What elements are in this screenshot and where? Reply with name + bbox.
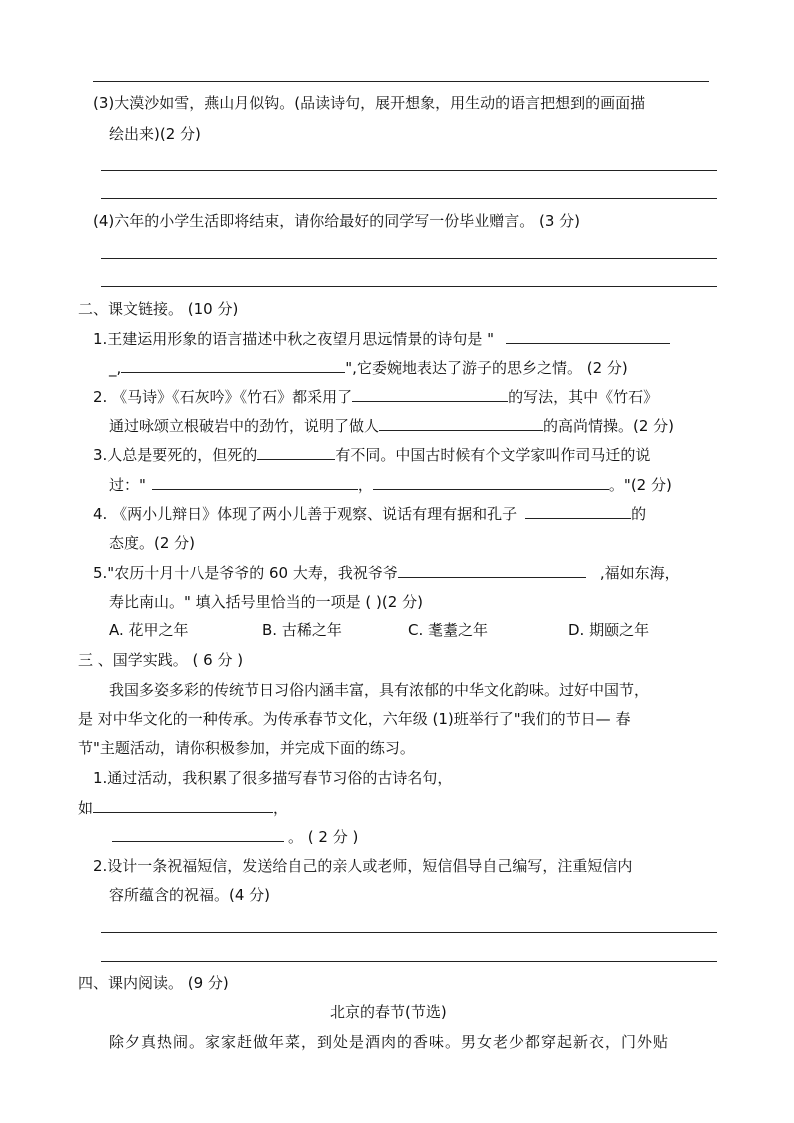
s2-item-3-line2 xyxy=(109,474,672,495)
answer-line[interactable] xyxy=(101,286,717,287)
s2-item-2-line1 xyxy=(93,386,658,407)
answer-line[interactable] xyxy=(101,258,717,259)
s2-item-1-text: ",它委婉地表达了游子的思乡之情。 (2 分) xyxy=(345,359,628,377)
section-4-header: 四、课内阅读。 (9 分) xyxy=(78,974,229,992)
s2-item-2-text: 2. 《马诗》《石灰吟》《竹石》都采用了 xyxy=(93,388,353,406)
s3-paragraph-line2: 是 对中华文化的一种传承。为传承春节文化，六年级 (1)班举行了"我们的节日— 春 xyxy=(78,710,631,728)
answer-line[interactable] xyxy=(101,198,717,199)
s2-item-1-line2 xyxy=(109,357,628,378)
s3-item-2-line1: 2.设计一条祝福短信，发送给自己的亲人或老师，短信倡导自己编写，注重短信内 xyxy=(93,857,633,875)
section-3-header: 三 、国学实践。 ( 6 分 ) xyxy=(78,651,244,669)
reading-body: 除夕真热闹。家家赶做年菜，到处是酒肉的香味。男女老少都穿起新衣，门外贴 xyxy=(109,1033,670,1051)
s3-item-1-text: 。 ( 2 分 ) xyxy=(288,828,359,846)
s3-item-1-line3 xyxy=(112,826,358,847)
fill-blank[interactable] xyxy=(398,562,586,578)
s2-item-3-line1 xyxy=(93,444,650,465)
s2-item-3-text: 有不同。中国古时候有个文学家叫作司马迁的说 xyxy=(335,446,651,464)
fill-blank[interactable] xyxy=(373,474,609,490)
option-c[interactable]: C. 耄耋之年 xyxy=(408,621,489,639)
answer-line[interactable] xyxy=(101,932,717,933)
fill-blank[interactable] xyxy=(525,503,631,519)
s3-item-1-text: 如 xyxy=(78,799,94,817)
s2-item-1-text: 1.王建运用形象的语言描述中秋之夜望月思远情景的诗句是 " xyxy=(93,330,494,348)
question-3-line1: (3)大漠沙如雪，燕山月似钩。(品读诗句，展开想象，用生动的语言把想到的画面描 xyxy=(93,94,646,112)
fill-blank[interactable] xyxy=(352,386,508,402)
fill-blank[interactable] xyxy=(93,797,273,813)
s3-item-1-line2 xyxy=(78,797,288,818)
fill-blank[interactable] xyxy=(506,328,670,344)
s2-item-3-text: 3.人总是要死的，但死的 xyxy=(93,446,258,464)
fill-blank[interactable] xyxy=(257,444,335,460)
s2-item-5-line2: 寿比南山。" 填入括号里恰当的一项是 ( )(2 分) xyxy=(109,593,423,611)
option-d[interactable]: D. 期颐之年 xyxy=(568,621,650,639)
fill-blank[interactable] xyxy=(112,826,284,842)
section-2-header: 二、课文链接。 (10 分) xyxy=(78,300,239,318)
answer-line xyxy=(93,81,709,82)
s2-item-5-text: ,福如东海， xyxy=(599,564,680,582)
question-4: (4)六年的小学生活即将结束，请你给最好的同学写一份毕业赠言。 (3 分) xyxy=(93,212,581,230)
option-a[interactable]: A. 花甲之年 xyxy=(109,621,189,639)
s3-paragraph-line3: 节"主题活动，请你积极参加，并完成下面的练习。 xyxy=(78,739,415,757)
s2-item-3-text: 过：" xyxy=(109,476,146,494)
reading-title: 北京的春节(节选) xyxy=(330,1003,447,1021)
s3-paragraph-line1: 我国多姿多彩的传统节日习俗内涵丰富，具有浓郁的中华文化韵味。过好中国节， xyxy=(109,681,650,699)
s2-item-4-text: 的 xyxy=(631,505,647,523)
s2-item-3-text: ， xyxy=(357,476,373,494)
s2-item-4-line2: 态度。(2 分) xyxy=(109,534,196,552)
s2-item-2-text: 的写法，其中《竹石》 xyxy=(508,388,659,406)
s2-item-1-line1 xyxy=(93,328,670,349)
s2-item-2-line2 xyxy=(109,415,674,436)
fill-blank[interactable] xyxy=(121,357,345,373)
fill-blank[interactable] xyxy=(152,474,358,490)
s3-item-1-text: ， xyxy=(273,799,289,817)
s2-item-3-text: 。"(2 分) xyxy=(608,476,672,494)
s2-item-2-text: 通过咏颂立根破岩中的劲竹，说明了做人 xyxy=(109,417,380,435)
s2-item-5-line1 xyxy=(93,562,680,583)
fill-blank[interactable] xyxy=(379,415,543,431)
s2-item-1-text: _, xyxy=(109,359,122,377)
s3-item-2-line2: 容所蕴含的祝福。(4 分) xyxy=(109,886,271,904)
s2-item-2-text: 的高尚情操。(2 分) xyxy=(543,417,675,435)
s3-item-1-line1: 1.通过活动，我积累了很多描写春节习俗的古诗名句， xyxy=(93,769,453,787)
s2-item-4-line1 xyxy=(93,503,646,524)
answer-line[interactable] xyxy=(101,170,717,171)
answer-line[interactable] xyxy=(101,961,717,962)
question-3-line2: 绘出来)(2 分) xyxy=(109,125,201,143)
s2-item-4-text: 4. 《两小儿辩日》体现了两小儿善于观察、说话有理有据和孔子 xyxy=(93,505,518,523)
option-b[interactable]: B. 古稀之年 xyxy=(262,621,342,639)
s2-item-5-text: 5."农历十月十八是爷爷的 60 大寿，我祝爷爷 xyxy=(93,564,398,582)
